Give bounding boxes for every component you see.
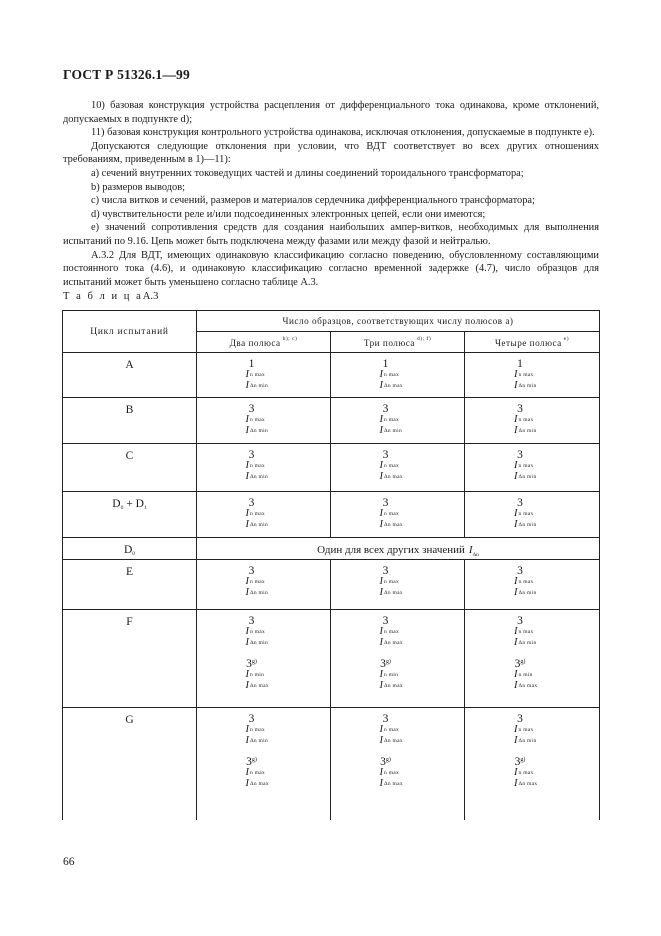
sample-cell	[465, 398, 600, 444]
sample-cell	[465, 560, 600, 610]
table-row	[63, 708, 600, 820]
sample-entry: 1 $I_{n max}$ $I_{\Delta n min}$	[514, 358, 537, 391]
cycle-cell: F	[63, 610, 197, 708]
sample-cell	[197, 560, 331, 610]
sample-cell	[197, 610, 331, 708]
table-row	[63, 444, 600, 492]
sample-cell	[465, 708, 600, 820]
sample-entry: 3 $I_{n max}$ $I_{\Delta n min}$	[245, 615, 269, 648]
sample-cell	[465, 353, 600, 398]
table-row	[63, 353, 600, 398]
sample-entry: 3$^{g)}$ $I_{n max}$ $I_{\Delta n max}$	[514, 756, 538, 789]
sample-entry: 3 $I_{n max}$ $I_{\Delta n min}$	[245, 565, 269, 598]
sample-cell	[465, 610, 600, 708]
paragraph: Допускаются следующие отклонения при условии, что ВДТ соответствует во всех других отношениях требованиям, приведенным в 1)—11):	[63, 140, 599, 166]
cycle-cell: A	[63, 353, 197, 398]
sample-entry: 3$^{g)}$ $I_{n min}$ $I_{\Delta n max}$	[514, 658, 538, 691]
paragraph: а) сечений внутренних токоведущих частей и длины соединений тороидального трансформатора;	[91, 167, 524, 179]
sample-entry: 1 $I_{n max}$ $I_{\Delta n min}$	[245, 358, 269, 391]
sample-cell	[197, 353, 331, 398]
table-caption-number: А.3	[142, 291, 159, 302]
table-row	[63, 492, 600, 538]
sample-entry: 3 $I_{n max}$ $I_{\Delta n min}$	[514, 403, 537, 436]
sample-cell	[331, 444, 465, 492]
sample-cell	[331, 353, 465, 398]
sample-cell	[465, 444, 600, 492]
sample-entry: 3 $I_{n max}$ $I_{\Delta n min}$	[245, 403, 269, 436]
document-header: ГОСТ Р 51326.1—99	[63, 67, 190, 82]
sample-entry: 1 $I_{n max}$ $I_{\Delta n max}$	[379, 358, 403, 391]
sample-cell	[331, 560, 465, 610]
cycle-cell: $D_0$	[63, 538, 197, 560]
paragraph: е) значений сопротивления средств для создания наибольших ампер-витков, необходимых для выполнения испытаний по 9.16. Цепь может быть подключена между фазами или между фазой и нейтралью.	[63, 222, 599, 247]
sample-entry: 3 $I_{n max}$ $I_{\Delta n min}$	[514, 615, 537, 648]
header-sample-count: Число образцов, соответствующих числу полюсов а)	[197, 311, 600, 332]
table-row	[63, 538, 600, 560]
sample-cell	[197, 708, 331, 820]
sample-cell	[331, 398, 465, 444]
sample-entry: 3 $I_{n max}$ $I_{\Delta n min}$	[245, 449, 269, 482]
paragraph: 11) базовая конструкция контрольного устройства одинакова, исключая отклонения, допускаемые в подпункте е).	[91, 127, 595, 139]
table-caption	[63, 291, 158, 302]
sample-entry: 3 $I_{n max}$ $I_{\Delta n max}$	[379, 449, 403, 482]
sample-cell	[331, 492, 465, 538]
page-number: 66	[63, 856, 75, 868]
table-header-row	[63, 311, 600, 332]
table-row	[63, 398, 600, 444]
sample-entry: 3 $I_{n max}$ $I_{\Delta n min}$	[245, 713, 269, 746]
subheader-two-poles: Два полюса $^{b); c)}$	[197, 332, 331, 353]
sample-entry: 3 $I_{n max}$ $I_{\Delta n min}$	[514, 449, 537, 482]
table-caption-label: Т а б л и ц а	[63, 291, 143, 302]
sample-cell	[331, 708, 465, 820]
merged-cell: Один для всех других значений $I_{\Delta n}$	[197, 538, 600, 560]
paragraph: d) чувствительности реле и/или подсоединенных электронных цепей, если они имеются;	[91, 208, 486, 220]
sample-cell	[197, 492, 331, 538]
table-row	[63, 560, 600, 610]
cycle-cell: C	[63, 444, 197, 492]
sample-entry: 3$^{g)}$ $I_{n min}$ $I_{\Delta n max}$	[245, 658, 269, 691]
header-cycle: Цикл испытаний	[63, 311, 197, 353]
table-row	[63, 610, 600, 708]
sample-cell	[197, 444, 331, 492]
sample-entry: 3 $I_{n max}$ $I_{\Delta n max}$	[379, 713, 403, 746]
sample-entry: 3 $I_{n max}$ $I_{\Delta n min}$	[379, 403, 403, 436]
sample-cell	[331, 610, 465, 708]
sample-entry: 3 $I_{n max}$ $I_{\Delta n max}$	[379, 565, 403, 598]
subheader-four-poles: Четыре полюса $^{е)}$	[465, 332, 600, 353]
sample-entry: 3 $I_{n max}$ $I_{\Delta n max}$	[379, 497, 403, 530]
subheader-three-poles: Три полюса $^{d); f)}$	[331, 332, 465, 353]
samples-table	[62, 310, 600, 820]
sample-entry: 3 $I_{n max}$ $I_{\Delta n min}$	[514, 713, 537, 746]
paragraph: 10) базовая конструкция устройства расцепления от дифференциального тока одинакова, кроме отклонений, допускаемых в подпункте d);	[63, 100, 599, 125]
sample-entry: 3 $I_{n max}$ $I_{\Delta n min}$	[245, 497, 269, 530]
sample-cell	[197, 398, 331, 444]
cycle-cell: G	[63, 708, 197, 820]
paragraph: А.3.2 Для ВДТ, имеющих одинаковую классификацию согласно поведению, обусловленному составляющими постоянного тока (4.6), и одинаковую классификацию согласно временной задержке (4.7), число образцов для испытаний может быть уменьшено согласно таблице А.3.	[63, 249, 599, 288]
sample-entry: 3$^{g)}$ $I_{n max}$ $I_{\Delta n max}$	[379, 756, 403, 789]
sample-entry: 3 $I_{n max}$ $I_{\Delta n max}$	[379, 615, 403, 648]
sample-entry: 3$^{g)}$ $I_{n min}$ $I_{\Delta n max}$	[379, 658, 403, 691]
body-text	[63, 99, 599, 289]
paragraph: b) размеров выводов;	[91, 181, 185, 193]
sample-entry: 3$^{g)}$ $I_{n max}$ $I_{\Delta n max}$	[245, 756, 269, 789]
cycle-cell: B	[63, 398, 197, 444]
sample-entry: 3 $I_{n max}$ $I_{\Delta n min}$	[514, 565, 537, 598]
paragraph: с) числа витков и сечений, размеров и материалов сердечника дифференциального трансформатора;	[91, 195, 535, 207]
sample-entry: 3 $I_{n max}$ $I_{\Delta n min}$	[514, 497, 537, 530]
cycle-cell: E	[63, 560, 197, 610]
sample-cell	[465, 492, 600, 538]
cycle-cell: $D_0 + D_1$	[63, 492, 197, 538]
